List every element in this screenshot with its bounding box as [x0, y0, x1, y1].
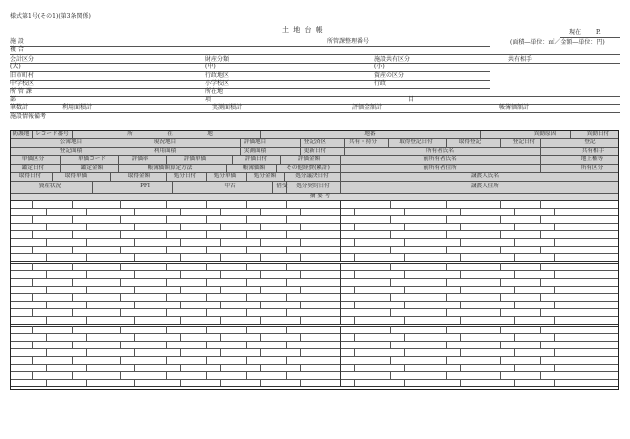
cell-kariuke: 借受	[276, 183, 288, 189]
property-class-label: 財産分類	[205, 56, 230, 63]
cell-bogochi: 防護地	[12, 131, 30, 137]
cell-hyoka-tanka: 評価単価	[183, 156, 207, 162]
cell-tanka-kubun: 単価区分	[21, 156, 45, 162]
cell-shobun-tanka: 処分単価	[213, 173, 237, 179]
cell-chi: 地	[207, 131, 213, 137]
cell-idou-date: 異動日付	[586, 131, 610, 137]
rule	[10, 54, 620, 55]
shared-class-label: 施設共有区分	[374, 56, 411, 63]
cell-chuko: 中古	[224, 183, 236, 189]
cell-kantei-date: 鑑定日付	[21, 165, 45, 171]
cell-chiban: 地番	[364, 131, 376, 137]
cell-kobo-chimoku: 公簿地目	[59, 139, 83, 145]
cell-shobun-kingaku: 処分金額	[253, 173, 277, 179]
cell-hyoka-date: 評価日付	[244, 156, 268, 162]
dept-label: 所 管 課	[10, 88, 32, 95]
rule	[10, 63, 620, 64]
cell-shutoku-tanka: 取得単価	[64, 173, 88, 179]
cell-shisan-jokyo: 資産状況	[38, 183, 62, 189]
cell-idou-gen: 異動原因	[533, 131, 557, 137]
cell-sonota-keihi: その他経費(累計)	[286, 165, 330, 171]
cell-zai: 在	[167, 131, 173, 137]
cell-kantei-kingaku: 鑑定金額	[80, 165, 104, 171]
admin-district-label: 行政地区	[205, 72, 230, 79]
old-town-label: 旧市町村	[10, 72, 35, 79]
cell-tokizumi: 登記済区	[303, 139, 327, 145]
facility-label: 施 設	[10, 38, 24, 45]
usage-area-label: 利用面積計	[62, 104, 93, 111]
cell-tokoro: 所	[127, 131, 133, 137]
cell-record-no: レコード番号	[35, 131, 69, 137]
middle-school-label: 中学校区	[10, 80, 35, 87]
gov-label: 行政	[374, 80, 387, 87]
form-number: 様式第1号(その1)(第3条関係)	[10, 13, 91, 20]
cell-jotonin-name: 譲渡人氏名	[471, 173, 499, 179]
remarks-label: 摘 要 考	[309, 193, 331, 199]
bu-label: 部	[10, 96, 17, 103]
cell-shutoku-toki-date: 取得登記日付	[399, 139, 433, 145]
lot-count-label: 筆数計	[10, 104, 29, 111]
cell-shobun-keiyaku-date: 処分契約日付	[296, 183, 330, 189]
accounting-major: (大)	[10, 63, 21, 70]
rule	[10, 80, 490, 81]
accounting-label: 会計区分	[10, 56, 35, 63]
cell-tanka-code: 単価コード	[78, 156, 106, 162]
moku-label: 目	[408, 96, 415, 103]
rule	[10, 71, 490, 72]
rule	[10, 96, 620, 97]
page-title: 土 地 台 帳	[282, 26, 324, 34]
property-mid: (中)	[205, 63, 216, 70]
cell-shobun-date: 処分日付	[173, 173, 197, 179]
cell-riyo-menseki: 利用面積	[153, 148, 177, 154]
cell-shoyu-kubun: 所有区分	[580, 165, 604, 171]
cell-shutoku-kingaku: 取得金額	[127, 173, 151, 179]
facility-notes-label: 施設情報備考	[10, 113, 47, 120]
cell-shutoku-date: 取得日付	[18, 173, 42, 179]
cell-chobo-kagaku: 帳簿価額	[242, 165, 266, 171]
unit-note: (面積―単位：㎡／金額―単位：円)	[510, 39, 605, 46]
book-value-label: 帳簿価額計	[499, 104, 530, 111]
kou-label: 項	[205, 96, 212, 103]
rule	[10, 46, 490, 47]
current-label: 現在	[569, 29, 582, 36]
cell-shobun-giketsu-date: 処分議決日付	[295, 173, 329, 179]
cell-shoyusha-name: 所有者氏名	[426, 148, 454, 154]
cell-chobo-santei: 帳簿価額算定方法	[147, 165, 193, 171]
cell-hyoka-ritsu: 評価率	[131, 156, 149, 162]
complex-label: 複 合	[10, 46, 24, 53]
land-register-grid	[10, 130, 619, 390]
location-label: 所在地	[205, 88, 224, 95]
cell-jotonin-address: 譲渡人住所	[471, 183, 499, 189]
cell-zen-shoyusha-name: 前所有者氏名	[423, 156, 457, 162]
cell-genkyo-chimoku: 現況地目	[153, 139, 177, 145]
rule	[10, 88, 490, 89]
asset-class-label: 資産の区分	[374, 72, 405, 79]
cell-hyoka-kingaku: 評価金額	[297, 156, 321, 162]
page-underline	[560, 37, 620, 38]
cell-koshin-date: 更新日付	[303, 148, 327, 154]
managing-no-label: 所管課整理番号	[327, 38, 370, 45]
cell-toki-menseki: 登記面積	[59, 148, 83, 154]
elementary-school-label: 小学校区	[205, 80, 230, 87]
cell-kyoyu-aite: 共有相手	[581, 148, 605, 154]
cell-hyoka-chimoku: 評価地目	[243, 139, 267, 145]
page-label: P.	[596, 29, 601, 36]
cell-jissoku-menseki: 実測面積	[243, 148, 267, 154]
co-owner-label: 共有相手	[508, 56, 533, 63]
cell-toki: 登記	[584, 139, 596, 145]
cell-toki-date: 登記日付	[512, 139, 536, 145]
cell-zen-shoyusha-address: 前所有者住所	[423, 165, 457, 171]
grid-frame	[10, 130, 619, 390]
cell-kyoyu-mochibun: 共有・持分	[349, 139, 377, 145]
cell-chijoken: 地上権等	[580, 156, 604, 162]
cell-pfi: PFI	[140, 183, 150, 189]
valuation-label: 評価金額計	[352, 104, 383, 111]
cell-shutoku-toki: 取得登記	[458, 139, 482, 145]
shared-small: (小)	[374, 63, 385, 70]
actual-area-label: 実測面積計	[212, 104, 243, 111]
rule	[10, 112, 620, 113]
